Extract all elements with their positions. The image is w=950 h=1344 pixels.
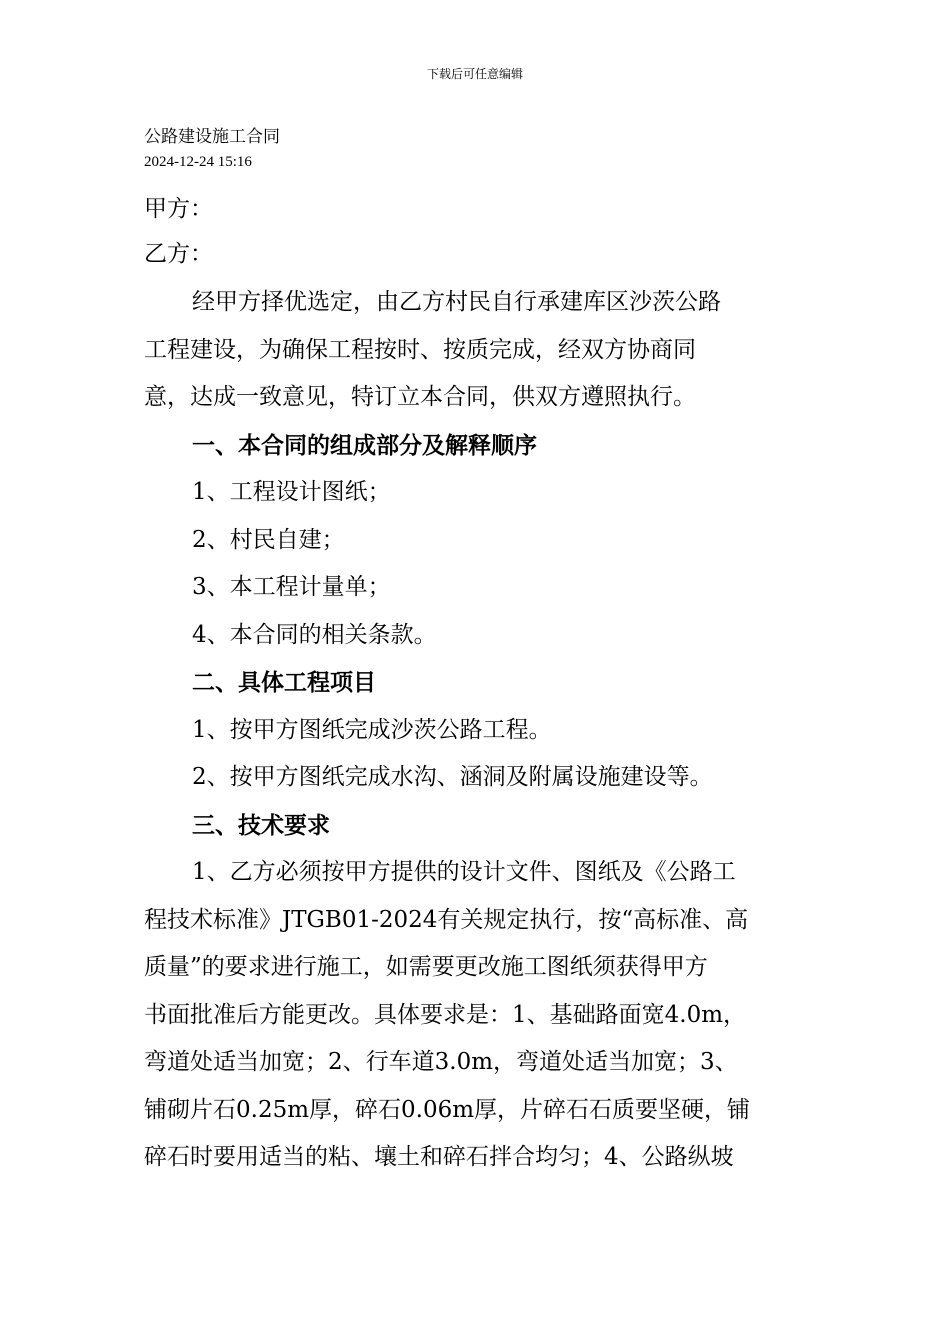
body-line: 质量”的要求进行施工，如需要更改施工图纸须获得甲方: [144, 954, 708, 980]
body-line: 碎石时要用适当的粘、壤土和碎石拌合均匀；4、公路纵坡: [144, 1144, 734, 1170]
document-title: 公路建设施工合同: [144, 127, 280, 147]
body-line: 书面批准后方能更改。具体要求是：1、基础路面宽4.0m，: [144, 1001, 747, 1028]
body-line: 工程建设，为确保工程按时、按质完成，经双方协商同: [144, 336, 696, 363]
body-line: 1、乙方必须按甲方提供的设计文件、图纸及《公路工: [192, 859, 736, 885]
body-line: 意，达成一致意见，特订立本合同，供双方遵照执行。: [144, 384, 696, 410]
section-heading: 二、具体工程项目: [192, 669, 376, 696]
section-heading: 一、本合同的组成部分及解释顺序: [192, 431, 537, 459]
document-datetime: 2024-12-24 15:16: [144, 154, 252, 170]
body-line: 弯道处适当加宽；2、行车道3.0m，弯道处适当加宽；3、: [144, 1049, 738, 1075]
body-line: 经甲方择优选定，由乙方村民自行承建库区沙茨公路: [192, 289, 721, 315]
section-heading: 三、技术要求: [192, 811, 330, 839]
body-line: 2、村民自建；: [192, 526, 345, 553]
body-line: 2、按甲方图纸完成水沟、涵洞及附属设施建设等。: [192, 764, 713, 790]
body-line: 4、本合同的相关条款。: [192, 621, 437, 648]
body-line: 铺砌片石0.25m厚，碎石0.06m厚，片碎石石质要坚硬，铺: [144, 1096, 751, 1123]
party-a-line: 甲方：: [144, 196, 213, 222]
contract-body: [144, 279, 804, 1182]
body-line: 1、工程设计图纸；: [192, 479, 391, 505]
body-line: 程技术标准》JTGB01-2024有关规定执行，按“高标准、高: [144, 906, 749, 933]
party-a-label: [144, 186, 804, 234]
party-b-label: [144, 231, 804, 279]
page-header-note: 下载后可任意编辑: [426, 67, 523, 81]
party-b-line: 乙方：: [144, 241, 213, 267]
body-line: 3、本工程计量单；: [192, 574, 391, 600]
body-line: 1、按甲方图纸完成沙茨公路工程。: [192, 716, 552, 743]
